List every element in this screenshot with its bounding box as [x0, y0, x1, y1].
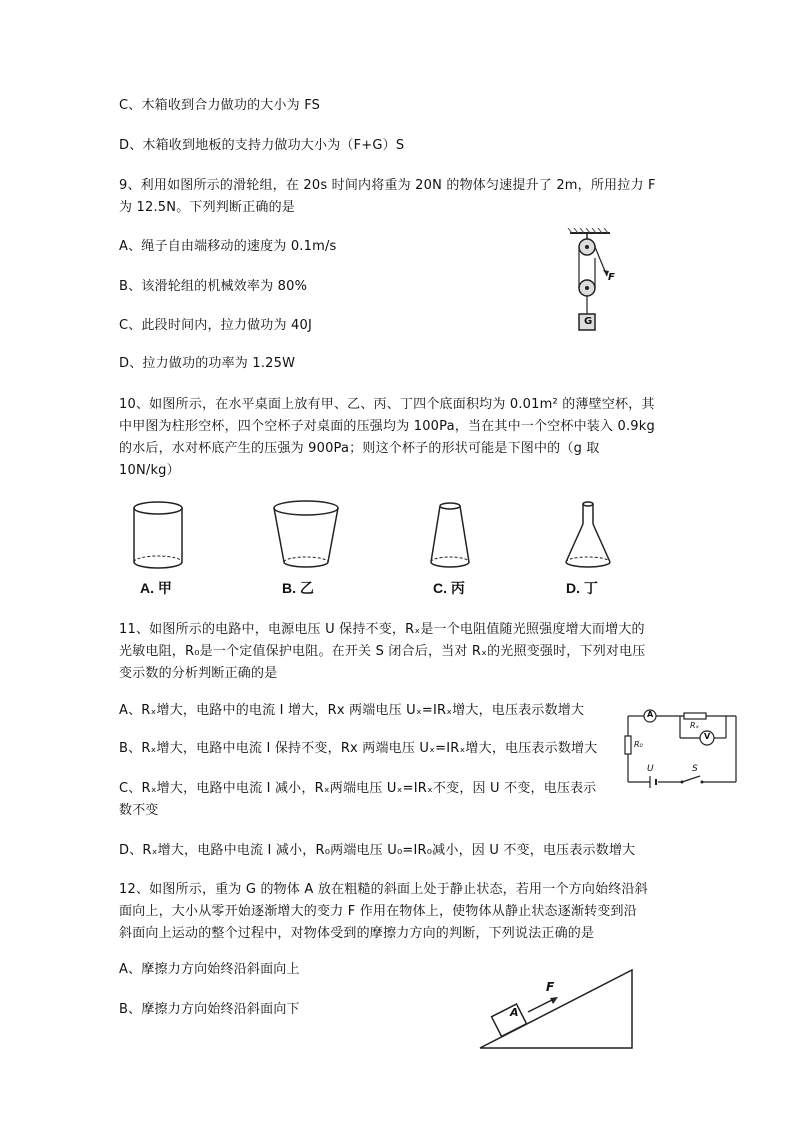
circuit-r0-label: R₀: [634, 740, 643, 749]
q12-option-a: A、摩擦力方向始终沿斜面向上: [119, 962, 300, 977]
q9-stem-line2: 为 12.5N。下列判断正确的是: [119, 200, 296, 215]
q10-stem-line3: 的水后，水对杯底产生的压强为 900Pa；则这个杯子的形状可能是下图中的（g 取: [119, 441, 600, 456]
q11-option-d: D、Rₓ增大，电路中电流 I 减小，R₀两端电压 U₀=IR₀减小，因 U 不变，电压表示数增大: [119, 843, 636, 858]
pulley-weight-label: G: [584, 316, 593, 327]
q8-option-d: D、木箱收到地板的支持力做功大小为（F+G）S: [119, 138, 405, 153]
q11-stem-line1: 11、如图所示的电路中，电源电压 U 保持不变，Rₓ是一个电阻值随光照强度增大而增大的: [119, 622, 645, 637]
cup-narrow-top: [425, 498, 475, 573]
cup-wide-top: [270, 498, 342, 573]
q10-stem-line1: 10、如图所示，在水平桌面上放有甲、乙、丙、丁四个底面积均为 0.01m² 的薄壁空杯，其: [119, 397, 655, 412]
q10-stem-line4: 10N/kg）: [119, 463, 180, 478]
circuit-ammeter-label: A: [647, 710, 654, 719]
incline-block-label: A: [510, 1006, 519, 1019]
q8-option-c: C、木箱收到合力做功的大小为 FS: [119, 98, 321, 113]
q9-option-b: B、该滑轮组的机械效率为 80%: [119, 279, 308, 294]
circuit-rx-label: Rₓ: [690, 721, 700, 730]
q10-stem-line2: 中甲图为柱形空杯，四个空杯子对桌面的压强均为 100Pa，当在其中一个空杯中装入 0.9kg: [119, 419, 655, 434]
q11-stem-line2: 光敏电阻，R₀是一个定值保护电阻。在开关 S 闭合后，当对 Rₓ的光照变强时，下列对电压: [119, 644, 646, 659]
q9-stem-line1: 9、利用如图所示的滑轮组，在 20s 时间内将重为 20N 的物体匀速提升了 2m，所用拉力 F: [119, 178, 656, 193]
q11-option-a: A、Rₓ增大，电路中的电流 I 增大，Rx 两端电压 Uₓ=IRₓ增大，电压表示数增大: [119, 703, 585, 718]
pulley-force-label: F: [608, 272, 615, 283]
q9-option-a: A、绳子自由端移动的速度为 0.1m/s: [119, 239, 337, 254]
cup-caption-c: C. 丙: [433, 580, 465, 596]
circuit-voltmeter-label: V: [704, 732, 711, 741]
q11-stem-line3: 变示数的分析判断正确的是: [119, 666, 278, 681]
cup-flask: [560, 498, 616, 573]
q11-option-b: B、Rₓ增大，电路中电流 I 保持不变，Rx 两端电压 Uₓ=IRₓ增大，电压表示数增大: [119, 741, 598, 756]
cup-caption-a: A. 甲: [140, 580, 172, 596]
q12-stem-line2: 面向上，大小从零开始逐渐增大的变力 F 作用在物体上，使物体从静止状态逐渐转变到沿: [119, 904, 637, 919]
cup-cylinder: [128, 498, 188, 573]
q9-option-c: C、此段时间内，拉力做功为 40J: [119, 318, 312, 333]
q9-option-d: D、拉力做功的功率为 1.25W: [119, 356, 296, 371]
q12-stem-line1: 12、如图所示，重为 G 的物体 A 放在粗糙的斜面上处于静止状态，若用一个方向始终沿斜: [119, 882, 648, 897]
cup-caption-d: D. 丁: [566, 580, 598, 596]
q12-stem-line3: 斜面向上运动的整个过程中，对物体受到的摩擦力方向的判断，下列说法正确的是: [119, 926, 595, 941]
pulley-figure: [560, 228, 620, 338]
q11-option-c-line2: 数不变: [119, 803, 159, 818]
circuit-switch-label: S: [692, 764, 698, 774]
circuit-battery-label: U: [647, 764, 654, 774]
circuit-figure: [622, 708, 740, 788]
cup-caption-b: B. 乙: [282, 580, 314, 596]
incline-force-label: F: [546, 980, 555, 994]
incline-figure: [478, 968, 640, 1052]
q12-option-b: B、摩擦力方向始终沿斜面向下: [119, 1002, 300, 1017]
q11-option-c-line1: C、Rₓ增大，电路中电流 I 减小，Rₓ两端电压 Uₓ=IRₓ不变，因 U 不变，电压表示: [119, 781, 597, 796]
